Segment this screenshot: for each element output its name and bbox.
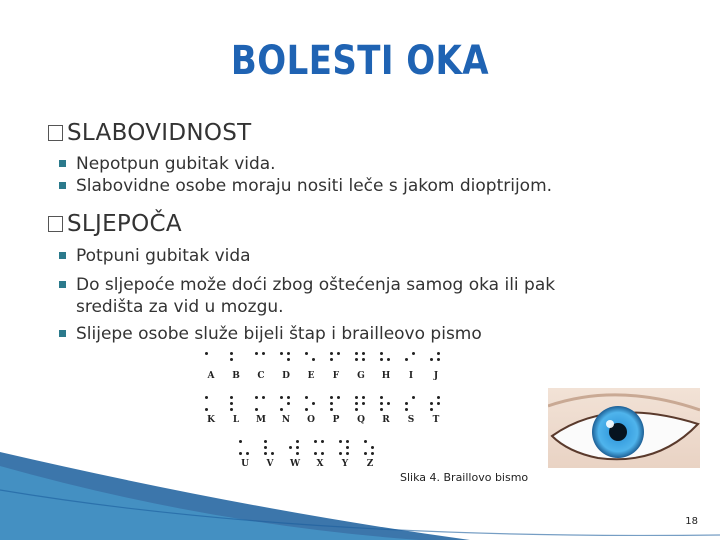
braille-dot bbox=[387, 402, 390, 405]
bullet-text: Slabovidne osobe moraju nositi leče s jakom dioptrijom. bbox=[76, 176, 553, 196]
braille-dot bbox=[380, 408, 383, 411]
section-heading-sljepoca bbox=[48, 211, 182, 237]
braille-cell-j bbox=[426, 352, 446, 368]
braille-cell-l bbox=[226, 396, 246, 412]
braille-cell-s bbox=[401, 396, 421, 412]
bullet-text: Nepotpun gubitak vida. bbox=[76, 154, 276, 174]
braille-dot bbox=[337, 396, 340, 399]
braille-dot bbox=[355, 352, 358, 355]
braille-letter-label: A bbox=[207, 371, 215, 381]
braille-dot bbox=[412, 352, 415, 355]
braille-dot bbox=[287, 396, 290, 399]
bullet-item bbox=[76, 245, 676, 267]
bullet-text: Potpuni gubitak vida bbox=[76, 246, 251, 266]
braille-dot bbox=[362, 352, 365, 355]
braille-letter-label: S bbox=[407, 415, 415, 425]
braille-dot bbox=[312, 358, 315, 361]
braille-dot bbox=[305, 352, 308, 355]
braille-letter-label: Y bbox=[341, 459, 349, 469]
braille-dot bbox=[362, 358, 365, 361]
braille-letter-label: R bbox=[382, 415, 390, 425]
braille-dot bbox=[430, 402, 433, 405]
braille-cell-i bbox=[401, 352, 421, 368]
section-heading-slabovidnost bbox=[48, 120, 252, 146]
braille-letter-label: K bbox=[207, 415, 215, 425]
braille-cell-m bbox=[251, 396, 271, 412]
braille-dot bbox=[280, 352, 283, 355]
braille-dot bbox=[230, 358, 233, 361]
braille-letter-label: L bbox=[232, 415, 240, 425]
braille-dot bbox=[262, 396, 265, 399]
braille-dot bbox=[387, 358, 390, 361]
braille-letter-label: E bbox=[307, 371, 315, 381]
braille-dot bbox=[230, 352, 233, 355]
bullet-item bbox=[76, 175, 676, 197]
slide-title: BOLESTI OKA bbox=[230, 38, 490, 84]
braille-letter-label: I bbox=[408, 371, 414, 381]
braille-dot bbox=[362, 402, 365, 405]
bullet-continuation bbox=[76, 296, 676, 318]
braille-letter-label: N bbox=[281, 415, 291, 425]
braille-dot bbox=[437, 352, 440, 355]
braille-dot bbox=[230, 408, 233, 411]
braille-dot bbox=[330, 402, 333, 405]
bullet-text: Do sljepoće može doći zbog oštećenja samog oka ili pak bbox=[76, 275, 556, 295]
braille-cell-q bbox=[351, 396, 371, 412]
braille-letter-label: B bbox=[232, 371, 240, 381]
braille-cell-r bbox=[376, 396, 396, 412]
braille-cell-t bbox=[426, 396, 446, 412]
braille-dot bbox=[305, 408, 308, 411]
braille-dot bbox=[437, 402, 440, 405]
braille-letter-label: O bbox=[307, 415, 315, 425]
braille-letter-label: V bbox=[266, 459, 274, 469]
braille-dot bbox=[255, 352, 258, 355]
braille-dot bbox=[287, 402, 290, 405]
braille-letter-label: Q bbox=[357, 415, 365, 425]
braille-cell-c bbox=[251, 352, 271, 368]
braille-letter-label: T bbox=[432, 415, 440, 425]
braille-letter-label: C bbox=[257, 371, 265, 381]
checkbox-bullet-icon bbox=[48, 216, 63, 232]
bullet-item bbox=[76, 153, 676, 175]
braille-dot bbox=[355, 358, 358, 361]
braille-letter-label: P bbox=[332, 415, 340, 425]
square-bullet-icon bbox=[59, 252, 66, 259]
braille-dot bbox=[362, 396, 365, 399]
bullet-text: središta za vid u mozgu. bbox=[76, 297, 284, 317]
braille-dot bbox=[205, 396, 208, 399]
section-heading-text: SLABOVIDNOST bbox=[67, 120, 252, 146]
braille-dot bbox=[205, 408, 208, 411]
braille-letter-label: Z bbox=[366, 459, 374, 469]
braille-dot bbox=[287, 358, 290, 361]
braille-dot bbox=[412, 396, 415, 399]
braille-letter-label: J bbox=[433, 371, 439, 381]
braille-dot bbox=[380, 402, 383, 405]
square-bullet-icon bbox=[59, 182, 66, 189]
braille-cell-e bbox=[301, 352, 321, 368]
braille-dot bbox=[430, 408, 433, 411]
braille-letter-label: F bbox=[332, 371, 340, 381]
bullet-item bbox=[76, 274, 676, 296]
braille-cell-h bbox=[376, 352, 396, 368]
braille-dot bbox=[305, 396, 308, 399]
braille-letter-label: W bbox=[289, 459, 301, 469]
braille-cell-p bbox=[326, 396, 346, 412]
braille-dot bbox=[380, 396, 383, 399]
page-number: 18 bbox=[685, 516, 698, 527]
braille-dot bbox=[330, 358, 333, 361]
braille-dot bbox=[230, 402, 233, 405]
square-bullet-icon bbox=[59, 281, 66, 288]
braille-cell-a bbox=[201, 352, 221, 368]
braille-dot bbox=[355, 402, 358, 405]
braille-dot bbox=[287, 352, 290, 355]
square-bullet-icon bbox=[59, 160, 66, 167]
braille-dot bbox=[337, 352, 340, 355]
braille-cell-b bbox=[226, 352, 246, 368]
braille-letter-label: U bbox=[241, 459, 249, 469]
braille-dot bbox=[262, 352, 265, 355]
bullet-item bbox=[76, 323, 676, 345]
braille-letter-label: H bbox=[381, 371, 391, 381]
braille-dot bbox=[255, 408, 258, 411]
braille-dot bbox=[405, 408, 408, 411]
braille-dot bbox=[355, 396, 358, 399]
braille-letter-label: X bbox=[316, 459, 324, 469]
braille-dot bbox=[355, 408, 358, 411]
decorative-swoosh bbox=[0, 430, 720, 540]
braille-dot bbox=[380, 358, 383, 361]
braille-letter-label: D bbox=[282, 371, 290, 381]
braille-cell-d bbox=[276, 352, 296, 368]
image-caption: Slika 4. Braillovo bismo bbox=[400, 471, 529, 484]
braille-cell-f bbox=[326, 352, 346, 368]
braille-cell-o bbox=[301, 396, 321, 412]
braille-dot bbox=[330, 396, 333, 399]
braille-dot bbox=[255, 396, 258, 399]
braille-letter-label: M bbox=[256, 415, 266, 425]
braille-dot bbox=[437, 358, 440, 361]
braille-dot bbox=[380, 352, 383, 355]
bullet-text: Slijepe osobe služe bijeli štap i brailleovo pismo bbox=[76, 324, 482, 344]
braille-cell-g bbox=[351, 352, 371, 368]
braille-dot bbox=[230, 396, 233, 399]
braille-dot bbox=[330, 352, 333, 355]
braille-cell-n bbox=[276, 396, 296, 412]
braille-dot bbox=[405, 358, 408, 361]
braille-dot bbox=[405, 402, 408, 405]
braille-dot bbox=[437, 396, 440, 399]
section-heading-text: SLJEPOČA bbox=[67, 211, 182, 237]
braille-dot bbox=[280, 396, 283, 399]
braille-dot bbox=[205, 352, 208, 355]
checkbox-bullet-icon bbox=[48, 125, 63, 141]
braille-dot bbox=[280, 408, 283, 411]
braille-letter-label: G bbox=[357, 371, 365, 381]
square-bullet-icon bbox=[59, 330, 66, 337]
braille-dot bbox=[430, 358, 433, 361]
braille-cell-k bbox=[201, 396, 221, 412]
braille-dot bbox=[330, 408, 333, 411]
braille-dot bbox=[312, 402, 315, 405]
